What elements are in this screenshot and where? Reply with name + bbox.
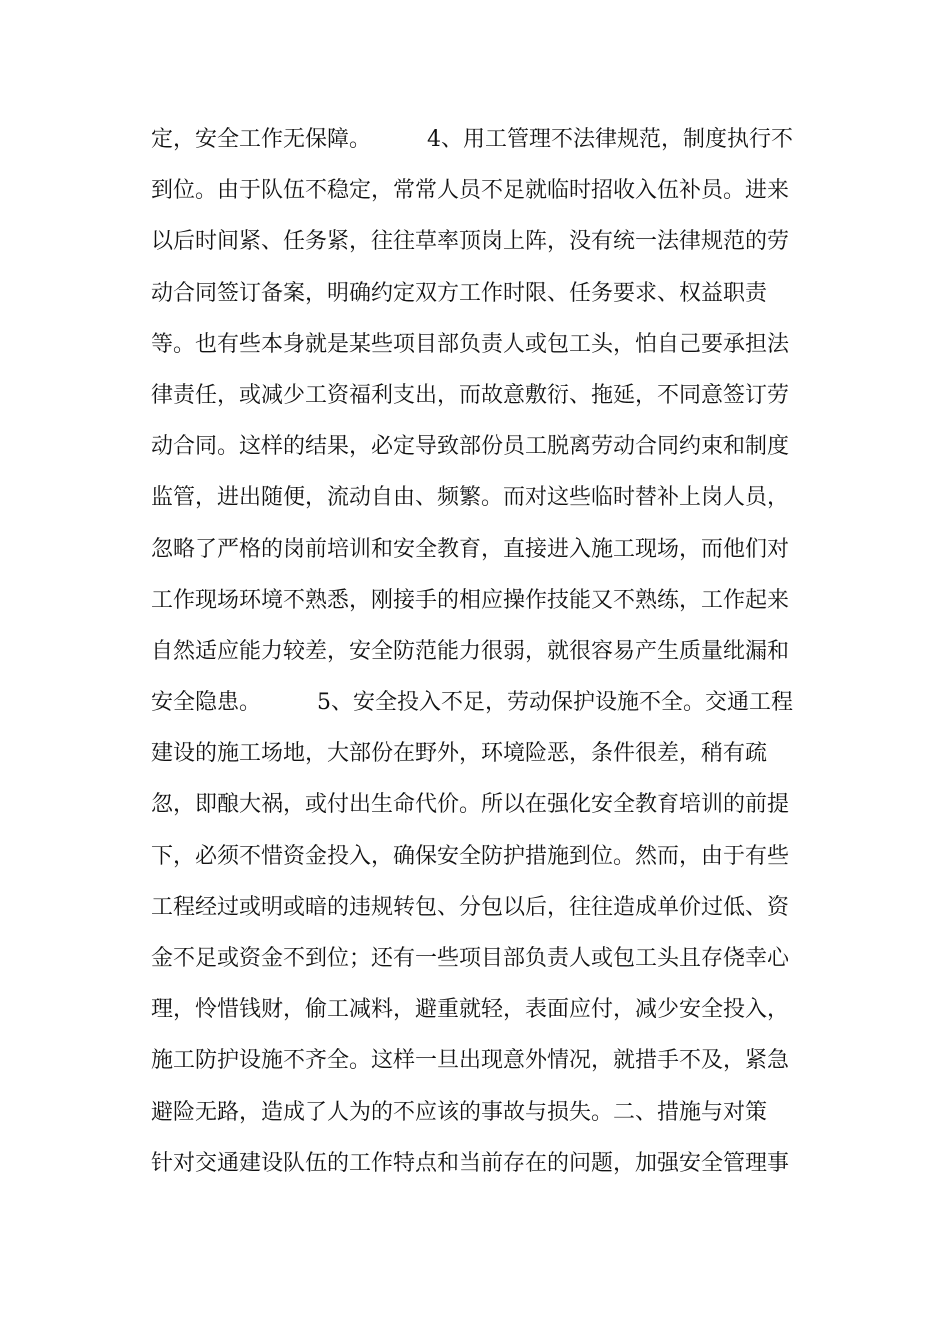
text-line: 定，安全工作无保障。 4、用工管理不法律规范，制度执行不 <box>151 127 793 152</box>
text-line: 施工防护设施不齐全。这样一旦出现意外情况，就措手不及，紧急 <box>151 1048 790 1074</box>
text-line: 律责任，或减少工资福利支出，而故意敷衍、拖延，不同意签订劳 <box>151 382 790 408</box>
text-line: 金不足或资金不到位；还有一些项目部负责人或包工头且存侥幸心 <box>151 946 790 971</box>
text-line: 避险无路，造成了人为的不应该的事故与损失。二、措施与对策 <box>151 1099 768 1125</box>
text-line: 针对交通建设队伍的工作特点和当前存在的问题，加强安全管理事 <box>151 1150 790 1176</box>
text-line: 到位。由于队伍不稳定，常常人员不足就临时招收入伍补员。进来 <box>151 178 790 204</box>
text-line: 自然适应能力较差，安全防范能力很弱，就很容易产生质量纰漏和 <box>151 638 790 664</box>
text-line: 下，必须不惜资金投入，确保安全防护措施到位。然而，由于有些 <box>151 843 790 869</box>
text-line: 等。也有些本身就是某些项目部负责人或包工头，怕自己要承担法 <box>151 331 790 357</box>
text-line: 安全隐患。 5、安全投入不足，劳动保护设施不全。交通工程 <box>151 690 793 716</box>
text-line: 建设的施工场地，大部份在野外，环境险恶，条件很差，稍有疏 <box>151 741 768 767</box>
text-line: 理，怜惜钱财，偷工减料，避重就轻，表面应付，减少安全投入， <box>151 997 790 1023</box>
text-line: 动合同签订备案，明确约定双方工作时限、任务要求、权益职责 <box>151 280 768 306</box>
text-line: 动合同。这样的结果，必定导致部份员工脱离劳动合同约束和制度 <box>151 434 790 460</box>
text-line: 监管，进出随便，流动自由、频繁。而对这些临时替补上岗人员， <box>151 485 790 511</box>
text-line: 以后时间紧、任务紧，往往草率顶岗上阵，没有统一法律规范的劳 <box>151 229 790 255</box>
body-text <box>151 114 811 1189</box>
text-line: 工作现场环境不熟悉，刚接手的相应操作技能又不熟练，工作起来 <box>151 587 790 613</box>
text-line: 忽，即酿大祸，或付出生命代价。所以在强化安全教育培训的前提 <box>151 792 790 818</box>
text-line: 忽略了严格的岗前培训和安全教育，直接进入施工现场，而他们对 <box>151 536 790 562</box>
text-line: 工程经过或明或暗的违规转包、分包以后，往往造成单价过低、资 <box>151 894 790 920</box>
